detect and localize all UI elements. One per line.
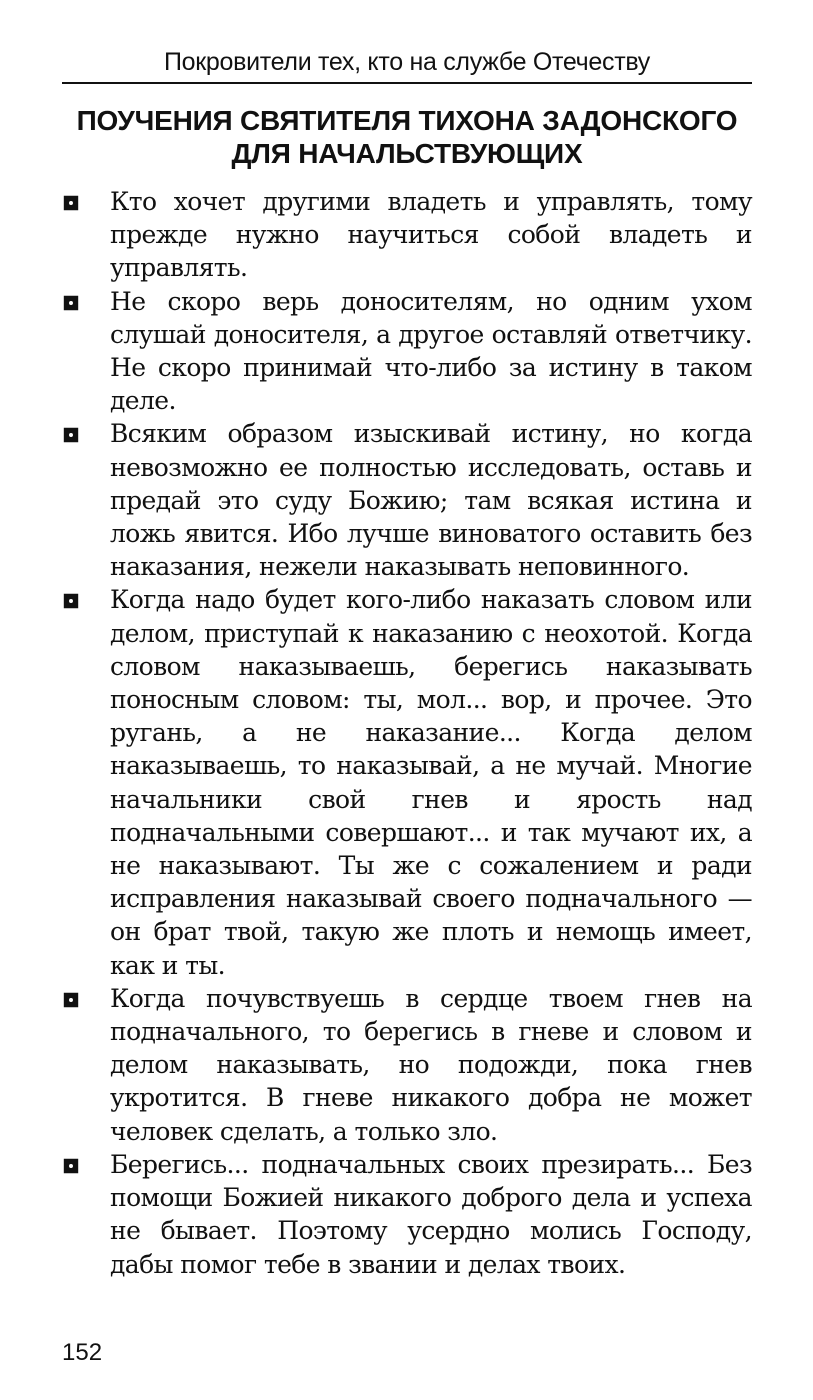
teaching-text: Кто хочет другими владеть и управлять, тому прежде нужно научиться собой владеть и управлять. xyxy=(110,187,752,283)
teaching-text: Когда надо будет кого-либо наказать словом или делом, приступай к наказанию с неохотой. Когда словом наказываешь, берегись наказывать поносным словом: ты, мол... вор, и прочее. Это ругань, а не наказание... Когда делом наказываешь, то наказывай, а не мучай. Многие начальники свой гнев и ярость над подначальными совершают... и так мучают их, а не наказывают. Ты же с сожалением и ради исправления наказывай своего подначального — он брат твой, такую же плоть и немощь имеет, как и ты. xyxy=(110,585,752,980)
teaching-item xyxy=(62,285,752,418)
header-rule xyxy=(62,82,752,84)
cross-pattee-icon xyxy=(62,1157,80,1175)
cross-pattee-icon xyxy=(62,294,80,312)
teaching-item xyxy=(62,185,752,285)
page-number: 152 xyxy=(62,1339,103,1366)
cross-pattee-icon xyxy=(62,592,80,610)
teaching-item xyxy=(62,583,752,981)
section-title: ПОУЧЕНИЯ СВЯТИТЕЛЯ ТИХОНА ЗАДОНСКОГО ДЛЯ НАЧАЛЬСТВУЮЩИХ xyxy=(76,105,738,169)
teachings-list xyxy=(62,185,752,1281)
teaching-item xyxy=(62,1148,752,1281)
teaching-item xyxy=(62,417,752,583)
running-header: Покровители тех, кто на службе Отечеству xyxy=(164,48,650,76)
teaching-text: Не скоро верь доносителям, но одним ухом слушай доносителя, а другое оставляй ответчику. Не скоро принимай что-либо за истину в таком деле. xyxy=(110,286,752,416)
teaching-text: Когда почувствуешь в сердце твоем гнев на подначального, то берегись в гневе и словом и делом наказывать, но подожди, пока гнев укротится. В гневе никакого добра не может человек сделать, а только зло. xyxy=(110,983,752,1146)
cross-pattee-icon xyxy=(62,194,80,212)
teaching-text: Берегись... подначальных своих презирать... Без помощи Божией никакого доброго дела и успеха не бывает. Поэтому усердно молись Господу, дабы помог тебе в звании и делах твоих. xyxy=(110,1149,752,1279)
teaching-text: Всяким образом изыскивай истину, но когда невозможно ее полностью исследовать, оставь и предай это суду Божию; там всякая истина и ложь явится. Ибо лучше виноватого оставить без наказания, нежели наказывать неповинного. xyxy=(110,419,752,582)
cross-pattee-icon xyxy=(62,991,80,1009)
cross-pattee-icon xyxy=(62,426,80,444)
teaching-item xyxy=(62,982,752,1148)
